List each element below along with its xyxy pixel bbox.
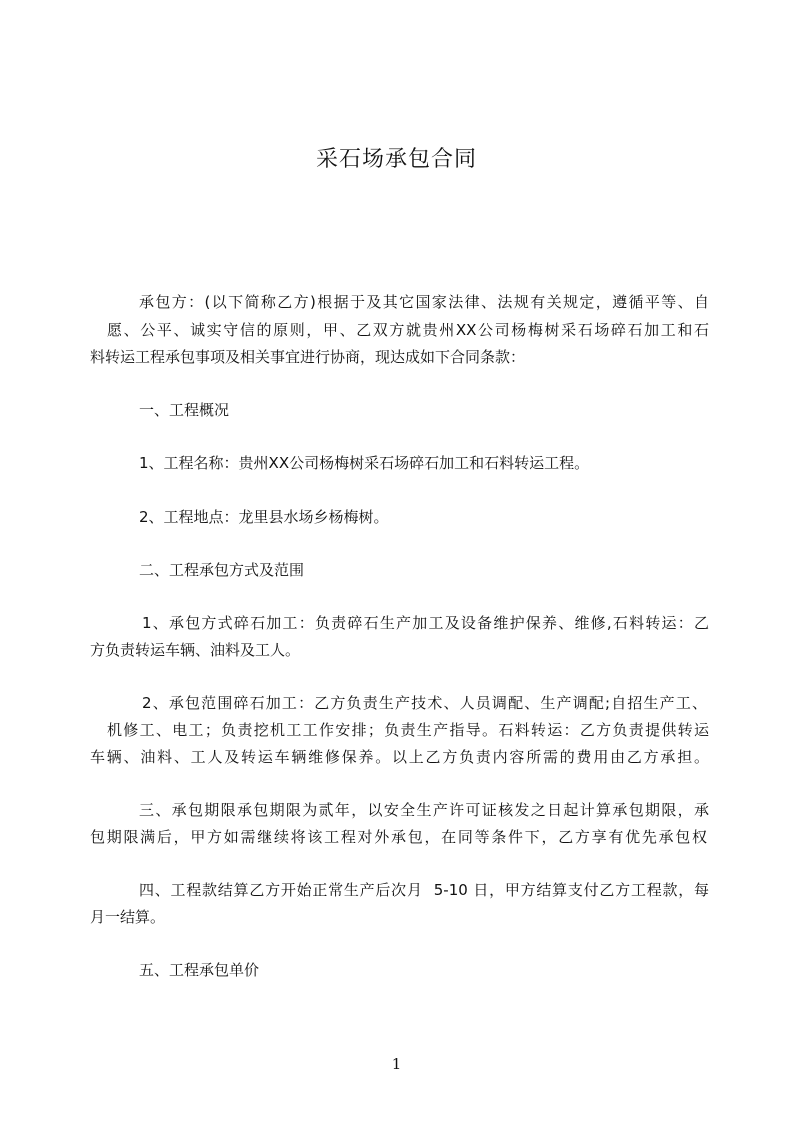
section-5-heading: 五、工程承包单价 <box>139 961 260 979</box>
page-number: 1 <box>391 1055 402 1073</box>
section-3-line-1: 三、承包期限承包期限为贰年，以安全生产许可证核发之日起计算承包期限，承 <box>139 801 709 819</box>
intro-line-2: 愿、公平、诚实守信的原则，甲、乙双方就贵州XX公司杨梅树采石场碎石加工和石 <box>107 321 709 339</box>
section-2-item-2-line-2: 机修工、电工；负责挖机工工作安排；负责生产指导。石料转运：乙方负责提供转运 <box>107 721 709 739</box>
section-4-line-1: 四、工程款结算乙方开始正常生产后次月 5-10 日，甲方结算支付乙方工程款，每 <box>139 881 709 899</box>
section-2-item-2-line-3: 车辆、油料、工人及转运车辆维修保养。以上乙方负责内容所需的费用由乙方承担。 <box>90 748 709 766</box>
section-2-item-1-line-2: 方负责转运车辆、油料及工人。 <box>90 641 301 659</box>
section-2-item-1-line-1: 1、承包方式碎石加工：负责碎石生产加工及设备维护保养、维修,石料转运：乙 <box>142 614 709 632</box>
section-1-item-1: 1、工程名称：贵州XX公司杨梅树采石场碎石加工和石料转运工程。 <box>139 454 590 472</box>
section-3-line-2: 包期限满后，甲方如需继续将该工程对外承包，在同等条件下，乙方享有优先承包权 <box>90 828 707 846</box>
document-title: 采石场承包合同 <box>315 147 477 172</box>
intro-line-1: 承包方：(以下简称乙方)根据于及其它国家法律、法规有关规定，遵循平等、自 <box>139 293 709 311</box>
section-2-item-2-line-1: 2、承包范围碎石加工：乙方负责生产技术、人员调配、生产调配;自招生产工、 <box>142 694 707 712</box>
section-1-item-2: 2、工程地点：龙里县水场乡杨梅树。 <box>139 508 389 526</box>
section-4-line-2: 月一结算。 <box>90 908 166 926</box>
section-2-heading: 二、工程承包方式及范围 <box>139 561 305 579</box>
section-1-heading: 一、工程概况 <box>139 401 230 419</box>
intro-line-3: 料转运工程承包事项及相关事宜进行协商，现达成如下合同条款： <box>90 348 526 366</box>
